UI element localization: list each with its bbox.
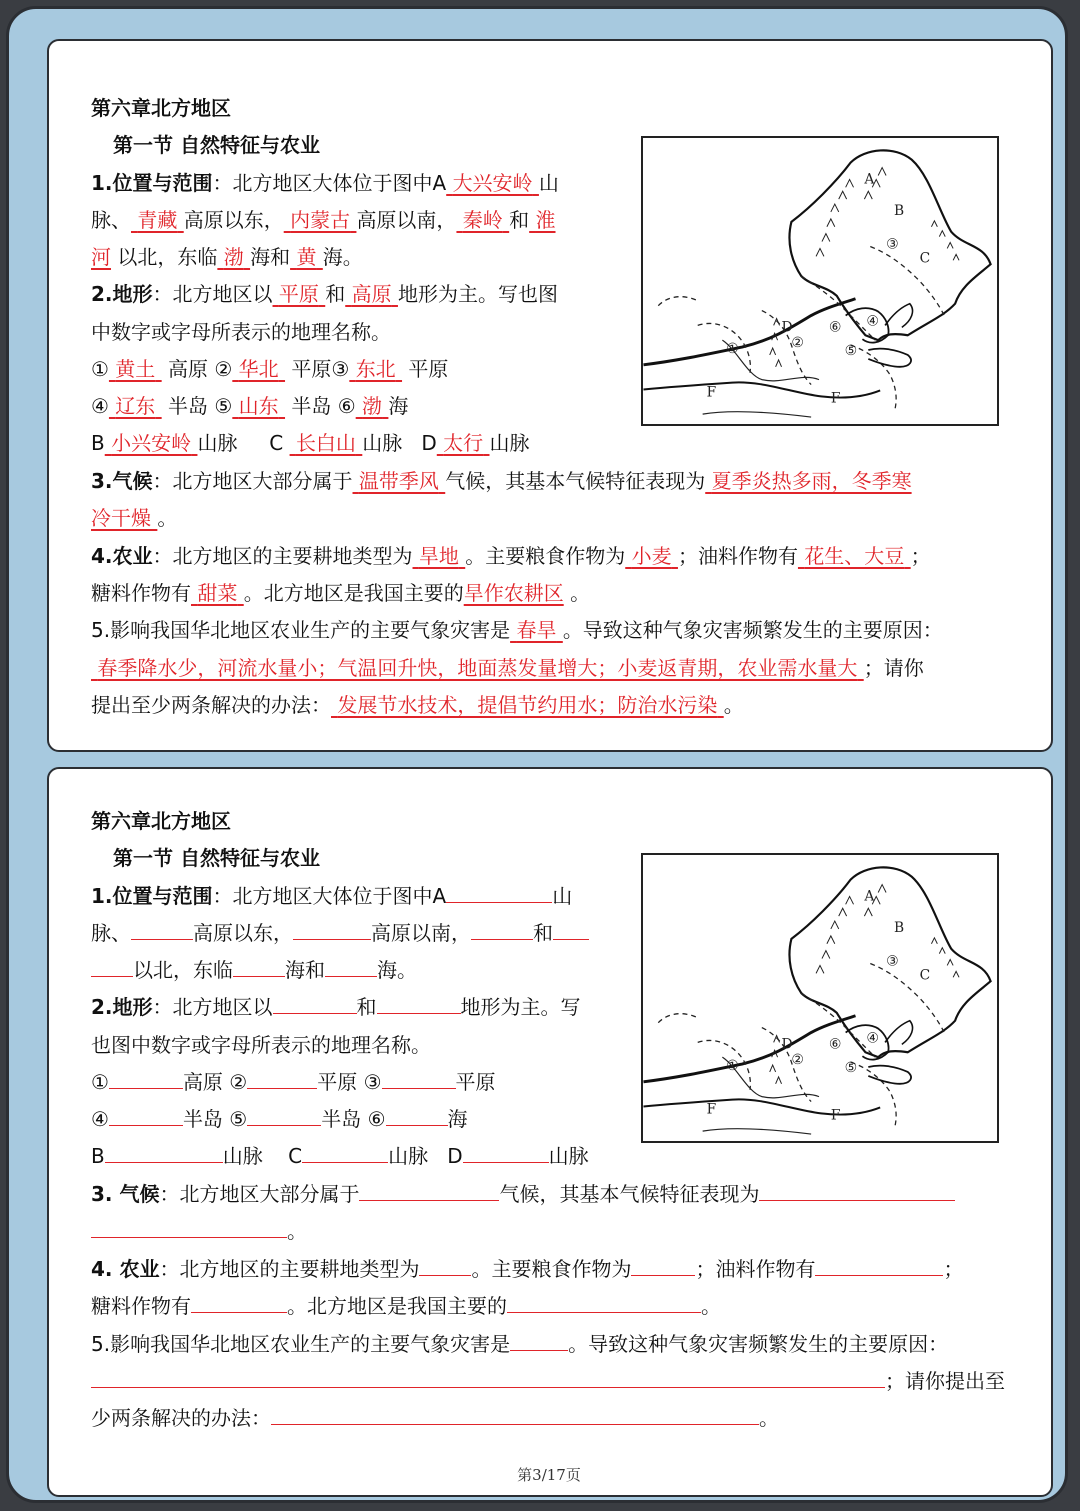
answer-4: 辽东	[115, 394, 156, 418]
answer-climate-feature: 夏季炎热多雨，冬季寒	[711, 469, 912, 493]
q2-line-2: 也图中数字或字母所表示的地理名称。	[91, 1033, 431, 1057]
q1-text: ：北方地区大体位于图中A	[212, 171, 447, 195]
q1-label: 1.位置与范围	[91, 884, 213, 908]
answer-qinling: 秦岭	[462, 208, 503, 232]
page-frame	[6, 6, 1068, 1503]
map-label-4: ④	[866, 313, 879, 330]
map-label-5: ⑤	[844, 1059, 858, 1076]
q5-line-2: ；请你提出至	[91, 1369, 1005, 1393]
map-label-f: F	[830, 1107, 841, 1124]
q3-line-1: 3.气候：北方地区大部分属于 温带季风 气候，其基本气候特征表现为 夏季炎热多雨，冬季寒	[91, 469, 912, 493]
q1-label: 1.位置与范围	[91, 171, 213, 195]
answer-climate-type: 温带季风	[358, 469, 439, 493]
q4-line-1: 4.农业：北方地区的主要耕地类型为 旱地 。主要粮食作物为 小麦 ；油料作物有 花生、大豆 ；	[91, 544, 931, 568]
chapter-title: 第六章北方地区	[91, 809, 231, 833]
answer-huaihe-1: 淮	[535, 208, 556, 232]
section-title: 第一节 自然特征与农业	[113, 846, 320, 870]
q2-line-4: ④ 辽东 半岛 ⑤ 山东 半岛 ⑥ 渤 海	[91, 394, 409, 418]
answer-disaster: 春旱	[516, 618, 557, 642]
q1-line-2	[91, 208, 556, 232]
q4-line-2: 糖料作物有 甜菜 。北方地区是我国主要的旱作农耕区 。	[91, 581, 591, 605]
map-label-c: C	[919, 967, 931, 984]
answer-huaihe-2: 河	[91, 245, 111, 269]
q4-label: 4. 农业	[91, 1257, 160, 1281]
answer-solutions: 发展节水技术，提倡节约用水；防治水污染	[337, 693, 718, 717]
answer-grain: 小麦	[631, 544, 672, 568]
map-label-f: F	[706, 384, 717, 401]
q2-text: 和	[325, 282, 346, 306]
q5-line-2: 春季降水少，河流水量小；气温回升快，地面蒸发量增大；小麦返青期，农业需水量大 ；请你	[91, 656, 924, 680]
answer-causes: 春季降水少，河流水量小；气温回升快，地面蒸发量增大；小麦返青期，农业需水量大	[97, 656, 858, 680]
answer-plain: 平原	[278, 282, 319, 306]
map-label-6: ⑥	[828, 1036, 842, 1053]
q2-line-2: 中数字或字母所表示的地理名称。	[91, 320, 391, 344]
page-number: 第3/17页	[517, 1466, 581, 1484]
answer-c: 长白山	[295, 431, 356, 455]
map-label-d: D	[781, 1036, 793, 1053]
map-label-1: ①	[726, 1057, 739, 1074]
map-label-c: C	[919, 250, 931, 267]
answer-farmland: 旱地	[418, 544, 459, 568]
q1-line-1	[91, 171, 559, 195]
map-label-3: ③	[886, 236, 899, 253]
chapter-title: 第六章北方地区	[91, 96, 231, 120]
answer-qinghai: 青藏	[137, 208, 178, 232]
q1-line-3	[91, 245, 363, 269]
map-label-b: B	[893, 202, 905, 219]
q1-text: 和	[509, 208, 530, 232]
answer-card	[47, 39, 1053, 752]
q1-line-2: 脉、 高原以东， 高原以南， 和	[91, 921, 589, 945]
answer-oil: 花生、大豆	[804, 544, 905, 568]
map-label-d: D	[781, 319, 793, 336]
q2-line-5: B 小兴安岭 山脉 C 长白山 山脉 D 太行 山脉	[91, 431, 530, 455]
q2-label: 2.地形	[91, 282, 153, 306]
answer-d: 太行	[443, 431, 484, 455]
q3-line-1: 3. 气候：北方地区大部分属于 气候，其基本气候特征表现为	[91, 1182, 955, 1206]
section-title: 第一节 自然特征与农业	[113, 133, 320, 157]
q1-text: 高原以东，	[183, 208, 284, 232]
q1-text: 山	[538, 171, 559, 195]
q1-text: 海。	[322, 245, 363, 269]
q1-line-1: 1.位置与范围：北方地区大体位于图中A 山	[91, 884, 573, 908]
map-label-2: ②	[791, 335, 804, 352]
q2-line-1	[91, 282, 558, 306]
map-label-a: A	[864, 171, 875, 188]
answer-6: 渤	[362, 394, 383, 418]
map-label-b: B	[893, 919, 905, 936]
answer-sugar: 甜菜	[197, 581, 238, 605]
map-label-5: ⑤	[844, 342, 858, 359]
answer-inner-mongolia: 内蒙古	[290, 208, 351, 232]
q2-line-3: ① 黄土 高原 ② 华北 平原③ 东北 平原	[91, 357, 449, 381]
q3-line-2: 冷干燥 。	[91, 506, 178, 530]
north-china-map	[641, 136, 999, 426]
answer-bohai: 渤	[223, 245, 244, 269]
q2-line-1: 2.地形：北方地区以 和 地形为主。写	[91, 995, 581, 1019]
blank-card	[47, 767, 1053, 1497]
map-label-3: ③	[886, 953, 899, 970]
q2-text: 地形为主。写也图	[397, 282, 558, 306]
map-label-f: F	[706, 1101, 717, 1118]
q2-text: ：北方地区以	[152, 282, 273, 306]
q5-line-1: 5.影响我国华北地区农业生产的主要气象灾害是 。导致这种气象灾害频繁发生的主要原因：	[91, 1332, 949, 1356]
q4-line-2: 糖料作物有 。北方地区是我国主要的 。	[91, 1294, 721, 1318]
map-label-1: ①	[726, 340, 739, 357]
answer-3: 东北	[355, 357, 396, 381]
q5-line-1: 5.影响我国华北地区农业生产的主要气象灾害是 春旱 。导致这种气象灾害频繁发生的主要原因：	[91, 618, 943, 642]
q5-line-3: 少两条解决的办法： 。	[91, 1406, 779, 1430]
q3-line-2: 。	[91, 1219, 307, 1243]
answer-plateau: 高原	[351, 282, 392, 306]
answer-b: 小兴安岭	[111, 431, 192, 455]
q1-text: 脉、	[91, 208, 131, 232]
q2-line-4: ④ 半岛 ⑤ 半岛 ⑥ 海	[91, 1107, 468, 1131]
q1-text: 高原以南，	[356, 208, 457, 232]
q2-line-3: ① 高原 ② 平原 ③ 平原	[91, 1070, 496, 1094]
answer-climate-feature-2: 冷干燥	[91, 506, 151, 530]
q1-text: 以北，东临	[117, 245, 218, 269]
map-label-a: A	[864, 888, 875, 905]
map-label-4: ④	[866, 1030, 879, 1047]
q2-label: 2.地形	[91, 995, 153, 1019]
map-label-6: ⑥	[828, 319, 842, 336]
q1-text: 海和	[250, 245, 291, 269]
q1-line-3: 以北，东临 海和 海。	[91, 958, 417, 982]
q5-line-3: 提出至少两条解决的办法： 发展节水技术，提倡节约用水；防治水污染 。	[91, 693, 744, 717]
map-label-f: F	[830, 390, 841, 407]
q3-label: 3. 气候	[91, 1182, 160, 1206]
answer-a-mountain: 大兴安岭	[452, 171, 533, 195]
answer-2: 华北	[238, 357, 279, 381]
answer-5: 山东	[238, 394, 279, 418]
q3-label: 3.气候	[91, 469, 153, 493]
q4-label: 4.农业	[91, 544, 153, 568]
answer-yellow-sea: 黄	[296, 245, 317, 269]
q4-line-1: 4. 农业：北方地区的主要耕地类型为 。主要粮食作物为 ；油料作物有 ；	[91, 1257, 964, 1281]
answer-1: 黄土	[115, 357, 156, 381]
q2-line-5: B 山脉 C 山脉 D 山脉	[91, 1144, 589, 1168]
map-label-2: ②	[791, 1052, 804, 1069]
north-china-map	[641, 853, 999, 1143]
answer-farming-zone: 旱作农耕区	[463, 581, 564, 605]
